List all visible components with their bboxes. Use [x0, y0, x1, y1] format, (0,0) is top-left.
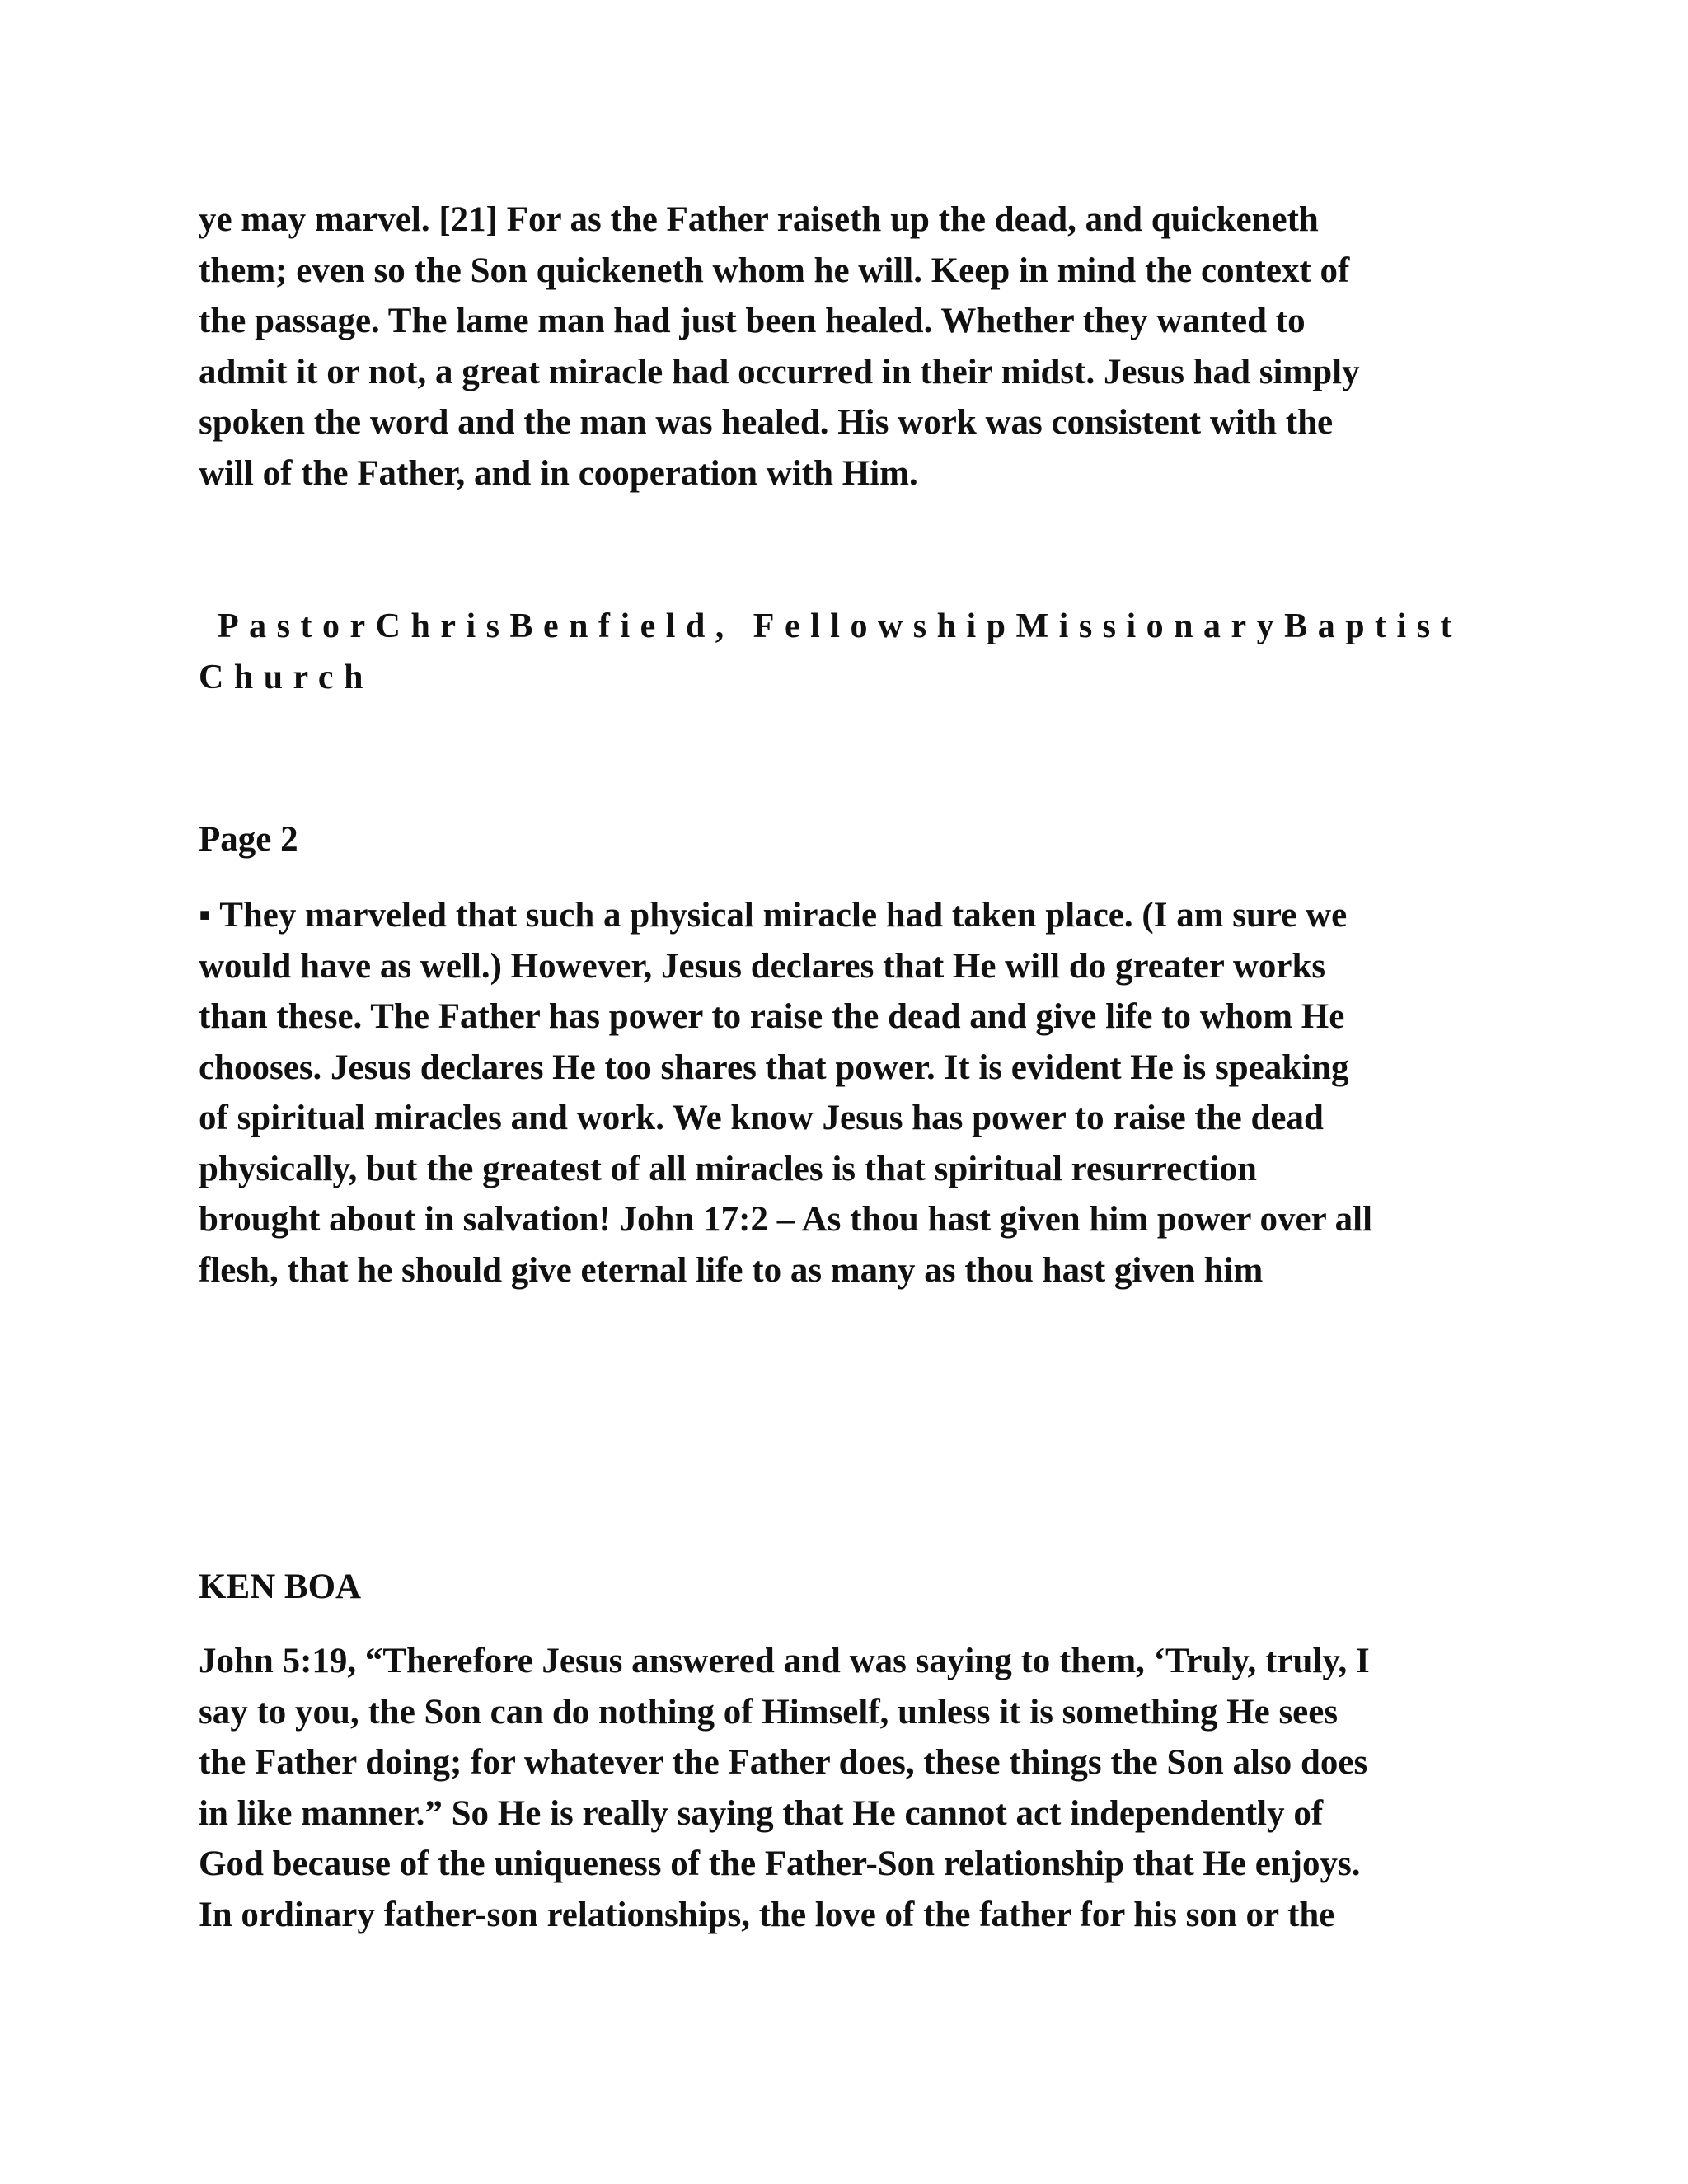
text-line: PastorChrisBenfield, FellowshipMissionaryBaptist — [199, 607, 1463, 645]
text-line: say to you, the Son can do nothing of Himself, unless it is something He sees — [199, 1692, 1339, 1732]
text-line: God because of the uniqueness of the Father-Son relationship that He enjoys. — [199, 1844, 1361, 1883]
text-line: ye may marvel. [21] For as the Father raiseth up the dead, and quickeneth — [199, 200, 1319, 239]
text-line: admit it or not, a great miracle had occurred in their midst. Jesus had simply — [199, 352, 1360, 391]
text-line: spoken the word and the man was healed. His work was consistent with the — [199, 403, 1334, 442]
text-line: them; even so the Son quickeneth whom he will. Keep in mind the context of — [199, 251, 1350, 290]
text-line: flesh, that he should give eternal life to as many as thou hast given him — [199, 1250, 1264, 1290]
text-line: of spiritual miracles and work. We know Jesus has power to raise the dead — [199, 1099, 1324, 1137]
text-line: would have as well.) However, Jesus declares that He will do greater works — [199, 946, 1326, 986]
attribution-pastor — [199, 602, 1517, 703]
author-heading: KEN BOA — [199, 1568, 362, 1606]
text-line: John 5:19, “Therefore Jesus answered and was saying to them, ‘Truly, truly, I — [199, 1642, 1370, 1680]
text-line: brought about in salvation! John 17:2 – As thou hast given him power over all — [199, 1200, 1373, 1239]
page-label: Page 2 — [199, 820, 298, 859]
text-line: in like manner.” So He is really saying that He cannot act independently of — [199, 1793, 1324, 1833]
text-line: the passage. The lame man had just been healed. Whether they wanted to — [199, 302, 1306, 340]
paragraph-greater-works — [199, 890, 1517, 1296]
text-line: Church — [199, 658, 373, 696]
text-line: In ordinary father-son relationships, the love of the father for his son or the — [199, 1895, 1335, 1934]
paragraph-john-5-20-commentary — [199, 194, 1517, 499]
text-line: physically, but the greatest of all miracles is that spiritual resurrection — [199, 1149, 1257, 1188]
text-line: will of the Father, and in cooperation with Him. — [199, 453, 918, 493]
paragraph-john-5-19 — [199, 1636, 1517, 1940]
text-line: chooses. Jesus declares He too shares that power. It is evident He is speaking — [199, 1047, 1349, 1087]
text-line: ▪ They marveled that such a physical miracle had taken place. (I am sure we — [199, 896, 1348, 935]
text-line: the Father doing; for whatever the Father does, these things the Son also does — [199, 1743, 1368, 1782]
text-line: than these. The Father has power to raise the dead and give life to whom He — [199, 997, 1345, 1036]
